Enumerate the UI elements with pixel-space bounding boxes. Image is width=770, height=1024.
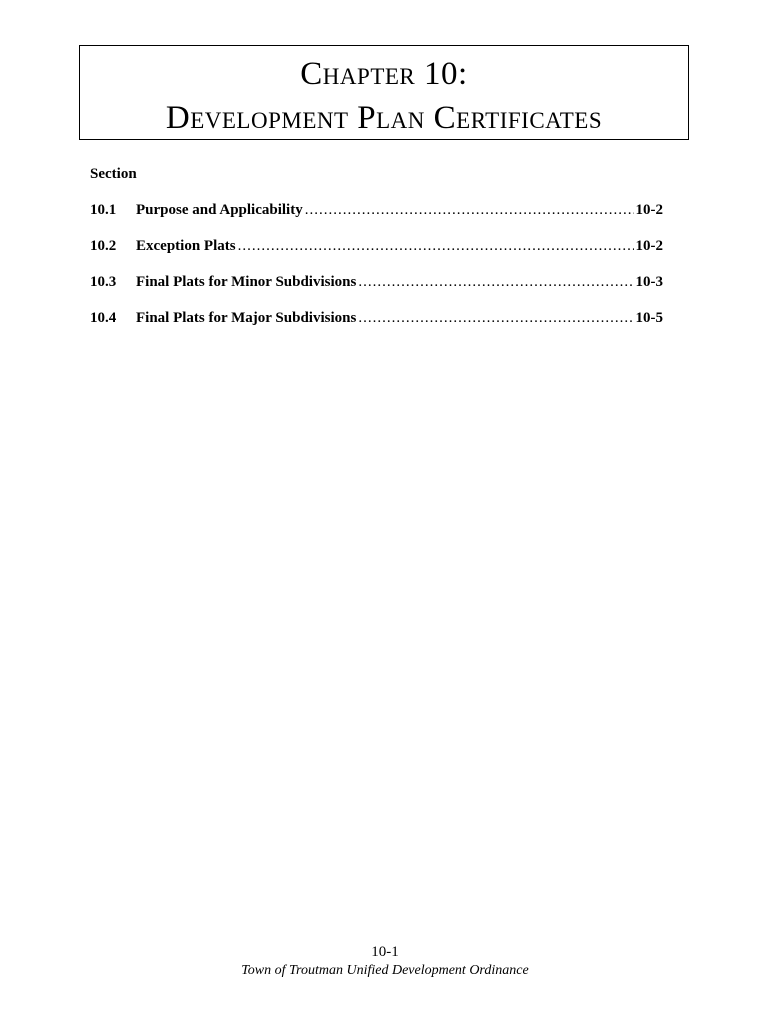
toc-entry-number: 10.3 xyxy=(90,274,117,290)
toc-entry[interactable] xyxy=(90,237,663,273)
toc-entry-number: 10.2 xyxy=(90,238,117,254)
chapter-title-box xyxy=(79,45,689,140)
toc-entry[interactable] xyxy=(90,309,663,345)
toc-entry-title: Exception Plats xyxy=(136,238,236,254)
toc-entry-page: 10-3 xyxy=(635,274,663,290)
toc-section-label: Section xyxy=(90,166,137,182)
chapter-title: Development Plan Certificates xyxy=(165,100,603,136)
toc-entry-page: 10-2 xyxy=(635,238,663,254)
toc-entry-number: 10.1 xyxy=(90,202,117,218)
chapter-heading: Chapter 10: xyxy=(300,56,468,92)
toc-entry-page: 10-2 xyxy=(635,202,663,218)
toc-entry-number: 10.4 xyxy=(90,310,117,326)
toc-entry-title: Final Plats for Minor Subdivisions xyxy=(136,274,357,290)
toc-entry-title: Purpose and Applicability xyxy=(136,202,303,218)
toc-entry[interactable] xyxy=(90,273,663,309)
toc-dot-leader xyxy=(358,273,633,291)
toc-dot-leader xyxy=(358,309,633,327)
toc-entry[interactable] xyxy=(90,201,663,237)
toc-entry-page: 10-5 xyxy=(635,310,663,326)
table-of-contents xyxy=(90,201,663,345)
toc-entry-title: Final Plats for Major Subdivisions xyxy=(136,310,357,326)
footer-document-title: Town of Troutman Unified Development Ordinance xyxy=(241,963,529,978)
toc-dot-leader xyxy=(305,201,634,219)
toc-dot-leader xyxy=(238,237,634,255)
footer-page-number: 10-1 xyxy=(371,944,399,960)
